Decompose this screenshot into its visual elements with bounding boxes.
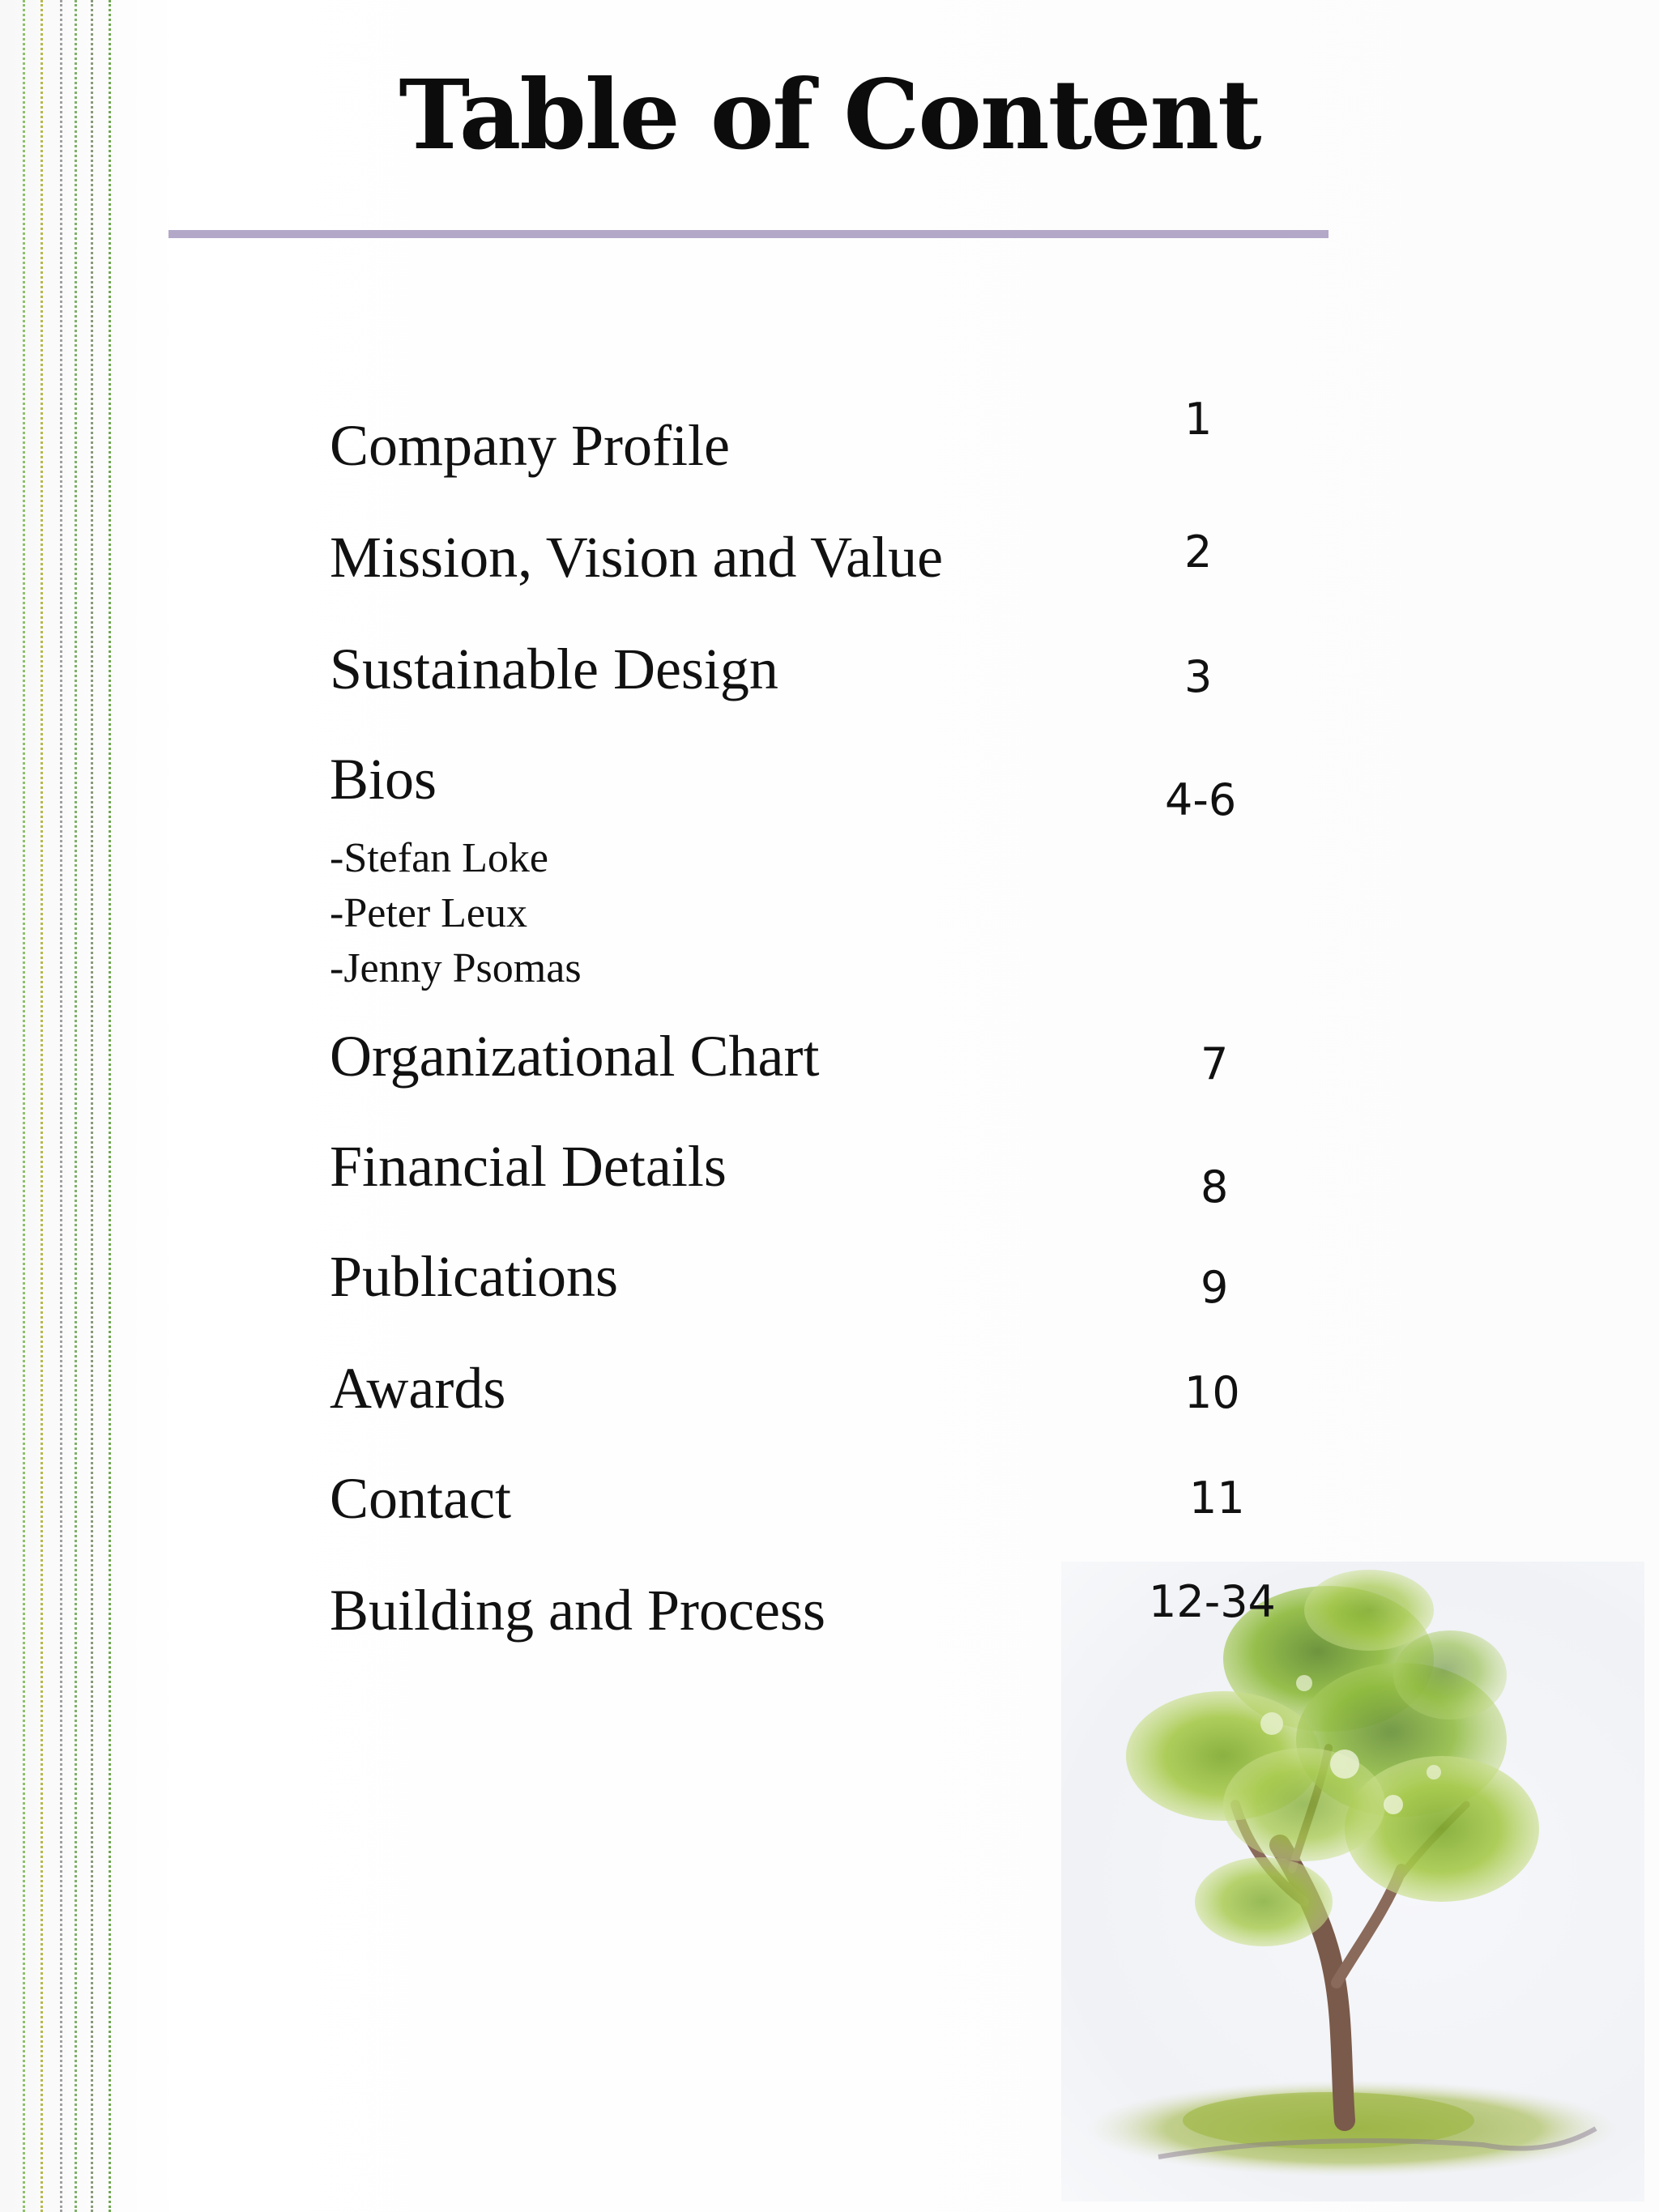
- toc-page-publications: 9: [1201, 1262, 1229, 1313]
- toc-entry-building-and-process[interactable]: Building and Process: [330, 1578, 825, 1643]
- page-title: Table of Content: [399, 58, 1260, 171]
- border-dotline: [23, 0, 25, 2212]
- watercolor-tree-icon: [1061, 1562, 1644, 2201]
- toc-page-contact: 11: [1189, 1473, 1245, 1524]
- decorative-left-border: [0, 0, 122, 2212]
- border-dotline: [91, 0, 93, 2212]
- border-dotline: [60, 0, 62, 2212]
- toc-entry-bios[interactable]: Bios: [330, 747, 437, 812]
- toc-page-sustainable-design: 3: [1184, 651, 1213, 702]
- toc-page-bios: 4-6: [1165, 774, 1237, 825]
- toc-entry-contact[interactable]: Contact: [330, 1466, 511, 1531]
- toc-page-awards: 10: [1184, 1367, 1240, 1418]
- toc-entry-awards[interactable]: Awards: [330, 1356, 506, 1421]
- bios-subitem: -Stefan Loke: [330, 835, 549, 881]
- border-dotline: [41, 0, 43, 2212]
- border-dotline: [75, 0, 77, 2212]
- toc-page-mission: 2: [1184, 526, 1213, 578]
- toc-entry-company-profile[interactable]: Company Profile: [330, 413, 730, 478]
- bios-subitem: -Peter Leux: [330, 890, 528, 936]
- bios-subitem: -Jenny Psomas: [330, 945, 582, 991]
- toc-entry-sustainable-design[interactable]: Sustainable Design: [330, 637, 778, 701]
- toc-page-company-profile: 1: [1184, 394, 1213, 445]
- toc-entry-organizational-chart[interactable]: Organizational Chart: [330, 1024, 820, 1089]
- toc-entry-mission[interactable]: Mission, Vision and Value: [330, 525, 944, 590]
- border-dotline: [109, 0, 111, 2212]
- toc-page-organizational-chart: 7: [1201, 1038, 1229, 1089]
- toc-entry-financial-details[interactable]: Financial Details: [330, 1134, 727, 1199]
- title-divider: [168, 230, 1328, 238]
- toc-entry-publications[interactable]: Publications: [330, 1244, 618, 1309]
- toc-page-building-and-process: 12-34: [1149, 1576, 1276, 1627]
- toc-page-financial-details: 8: [1201, 1161, 1229, 1213]
